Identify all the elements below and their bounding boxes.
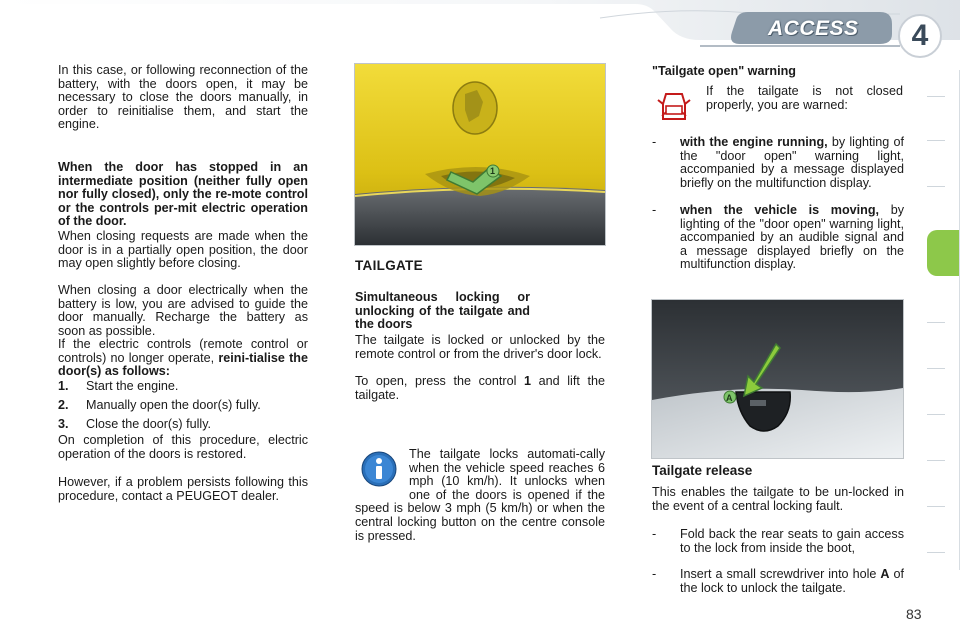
lock-illustration	[652, 300, 903, 458]
list-item: 1. Start the engine.	[58, 379, 179, 393]
tailgate-open-warning-heading: "Tailgate open" warning	[652, 64, 796, 78]
warning-text: If the tailgate is not closed properly, you are warned:	[706, 84, 903, 112]
tailgate-photo	[354, 63, 606, 246]
tailgate-subheading: Simultaneous locking or unlocking of the tailgate and the doors	[355, 290, 530, 332]
chapter-side-tabs	[927, 70, 960, 570]
list-item: - Fold back the rear seats to gain access to the lock from inside the boot,	[652, 527, 904, 555]
paragraph-low-battery: When closing a door electrically when the battery is low, you are advised to guide the door manually. Recharge the battery as soon as possible.	[58, 283, 308, 338]
tailgate-release-intro: This enables the tailgate to be un-locked in the event of a central locking fault.	[652, 485, 904, 513]
photo-label-1: 1	[490, 166, 496, 176]
photo-label-a: A	[726, 393, 733, 403]
list-item: - Insert a small screwdriver into hole A of the lock to unlock the tailgate.	[652, 567, 904, 595]
tailgate-paragraph-lock: The tailgate is locked or unlocked by the remote control or from the driver's door lock.	[355, 333, 605, 361]
paragraph-restored: On completion of this procedure, electric operation of the doors is restored.	[58, 433, 308, 461]
tailgate-paragraph-open: To open, press the control 1 and lift the tailgate.	[355, 374, 605, 402]
list-item: 3. Close the door(s) fully.	[58, 417, 212, 431]
car-open-warning-icon	[654, 86, 694, 126]
list-item: - when the vehicle is moving, by lighting of the "door open" warning light, accompanied by an audible signal and a message displayed briefly on the multifunction display.	[652, 203, 904, 272]
list-item: 2. Manually open the door(s) fully.	[58, 398, 261, 412]
warning-paragraph: When the door has stopped in an intermediate position (neither fully open nor fully closed), only the re-mote control or the controls per-mit electric operation of the door.	[58, 160, 308, 229]
intro-paragraph: In this case, or following reconnection of the battery, with the doors open, it may be necessary to close the doors manually, in order to reinitialise them, and start the engine.	[58, 63, 308, 132]
tailgate-illustration	[355, 64, 605, 245]
page-number: 83	[906, 606, 922, 622]
section-title: ACCESS	[768, 17, 859, 40]
info-note: The tailgate locks automati-cally when the vehicle speed reaches 6 mph (10 km/h). It unlocks when one of the doors is opened if the speed is below 3 mph (5 km/h) or when the central locking button on the centre console is pressed.	[355, 447, 605, 543]
list-item: - with the engine running, by lighting of the "door open" warning light, accompanied by a message displayed briefly on the multifunction display.	[652, 135, 905, 190]
paragraph-partial-open: When closing requests are made when the door is in a partially open position, the door may open slightly before closing.	[58, 229, 308, 271]
chapter-number-badge: 4	[898, 14, 942, 58]
tailgate-release-heading: Tailgate release	[652, 463, 753, 478]
paragraph-contact-dealer: However, if a problem persists following this procedure, contact a PEUGEOT dealer.	[58, 475, 308, 503]
tailgate-lock-photo	[651, 299, 904, 459]
paragraph-reinitialise: If the electric controls (remote control or controls) no longer operate, reini-tialise the door(s) as follows:	[58, 337, 308, 379]
tailgate-heading: TAILGATE	[355, 258, 423, 273]
